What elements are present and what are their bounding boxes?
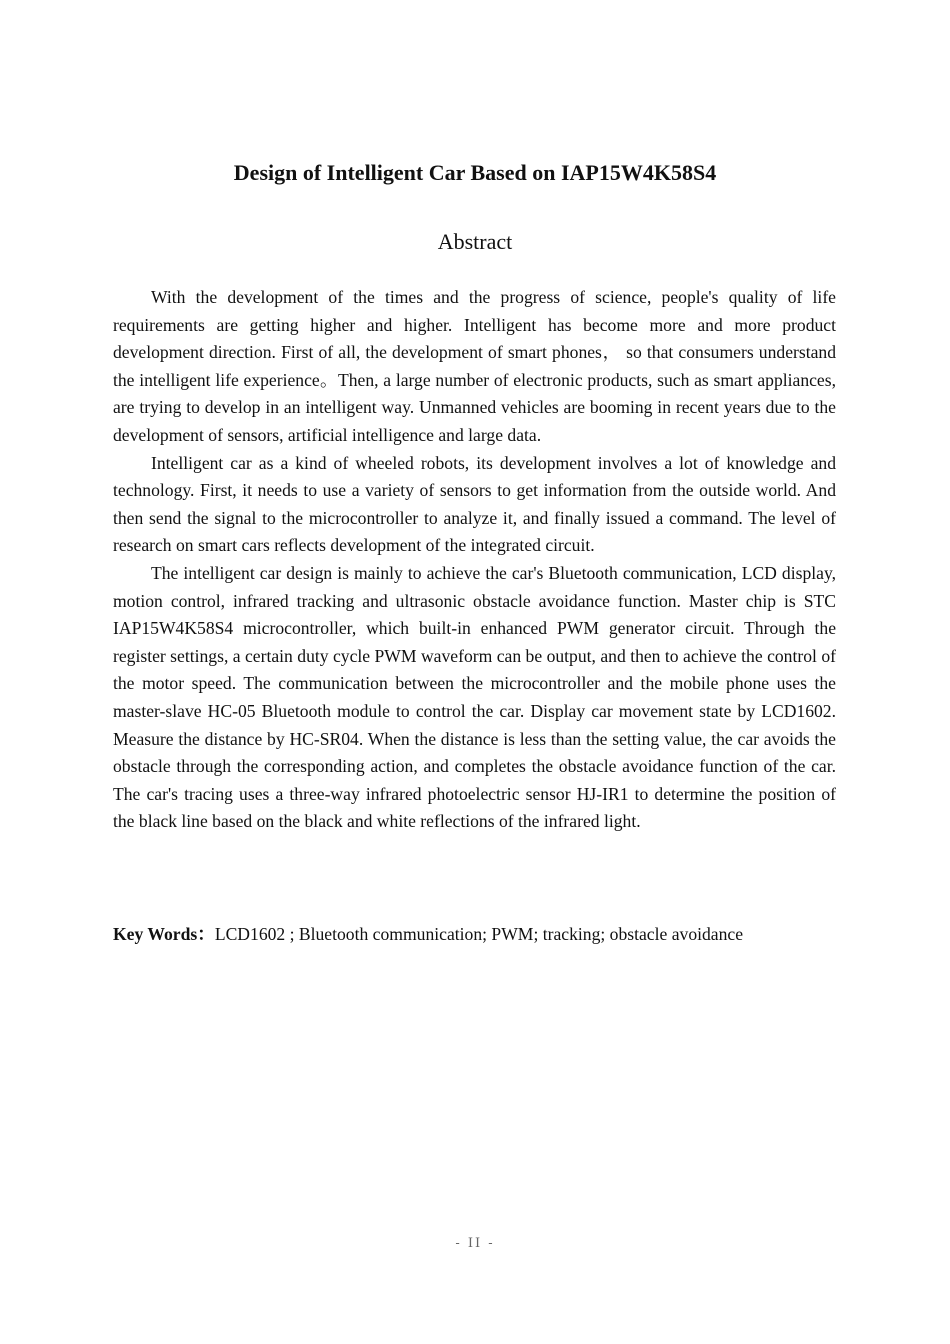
- keywords-line: [113, 921, 836, 948]
- abstract-paragraph: The intelligent car design is mainly to achieve the car's Bluetooth communication, LCD display, motion control, infrared tracking and ultrasonic obstacle avoidance function. Master chip is STC IAP15W4K58S4 microcontroller, which built-in enhanced PWM generator circuit. Through the register settings, a certain duty cycle PWM waveform can be output, and then to achieve the control of the motor speed. The communication between the microcontroller and the mobile phone uses the master-slave HC-05 Bluetooth module to control the car. Display car movement state by LCD1602. Measure the distance by HC-SR04. When the distance is less than the setting value, the car avoids the obstacle through the corresponding action, and completes the obstacle avoidance function of the car. The car's tracing uses a three-way infrared photoelectric sensor HJ-IR1 to determine the position of the black line based on the black and white reflections of the infrared light.: [113, 562, 836, 832]
- page-number: - II -: [455, 1236, 495, 1251]
- abstract-paragraph: Intelligent car as a kind of wheeled robots, its development involves a lot of knowledge and technology. First, it needs to use a variety of sensors to get information from the outside world. And then send the signal to the microcontroller to analyze it, and finally issued a command. The level of research on smart cars reflects development of the integrated circuit.: [113, 452, 836, 556]
- abstract-body: [113, 284, 836, 836]
- abstract-heading: Abstract: [437, 229, 513, 254]
- keywords-text: LCD1602 ; Bluetooth communication; PWM; tracking; obstacle avoidance: [214, 924, 744, 944]
- keywords-label: Key Words：: [113, 924, 215, 944]
- abstract-paragraph: With the development of the times and the progress of science, people's quality of life requirements are getting higher and higher. Intelligent has become more and more product development direction. First of all, the development of smart phones， so that consumers understand the intelligent life experience。Then, a large number of electronic products, such as smart appliances, are trying to develop in an intelligent way. Unmanned vehicles are booming in recent years due to the development of sensors, artificial intelligence and large data.: [113, 287, 836, 445]
- paper-title: Design of Intelligent Car Based on IAP15W4K58S4: [233, 160, 717, 185]
